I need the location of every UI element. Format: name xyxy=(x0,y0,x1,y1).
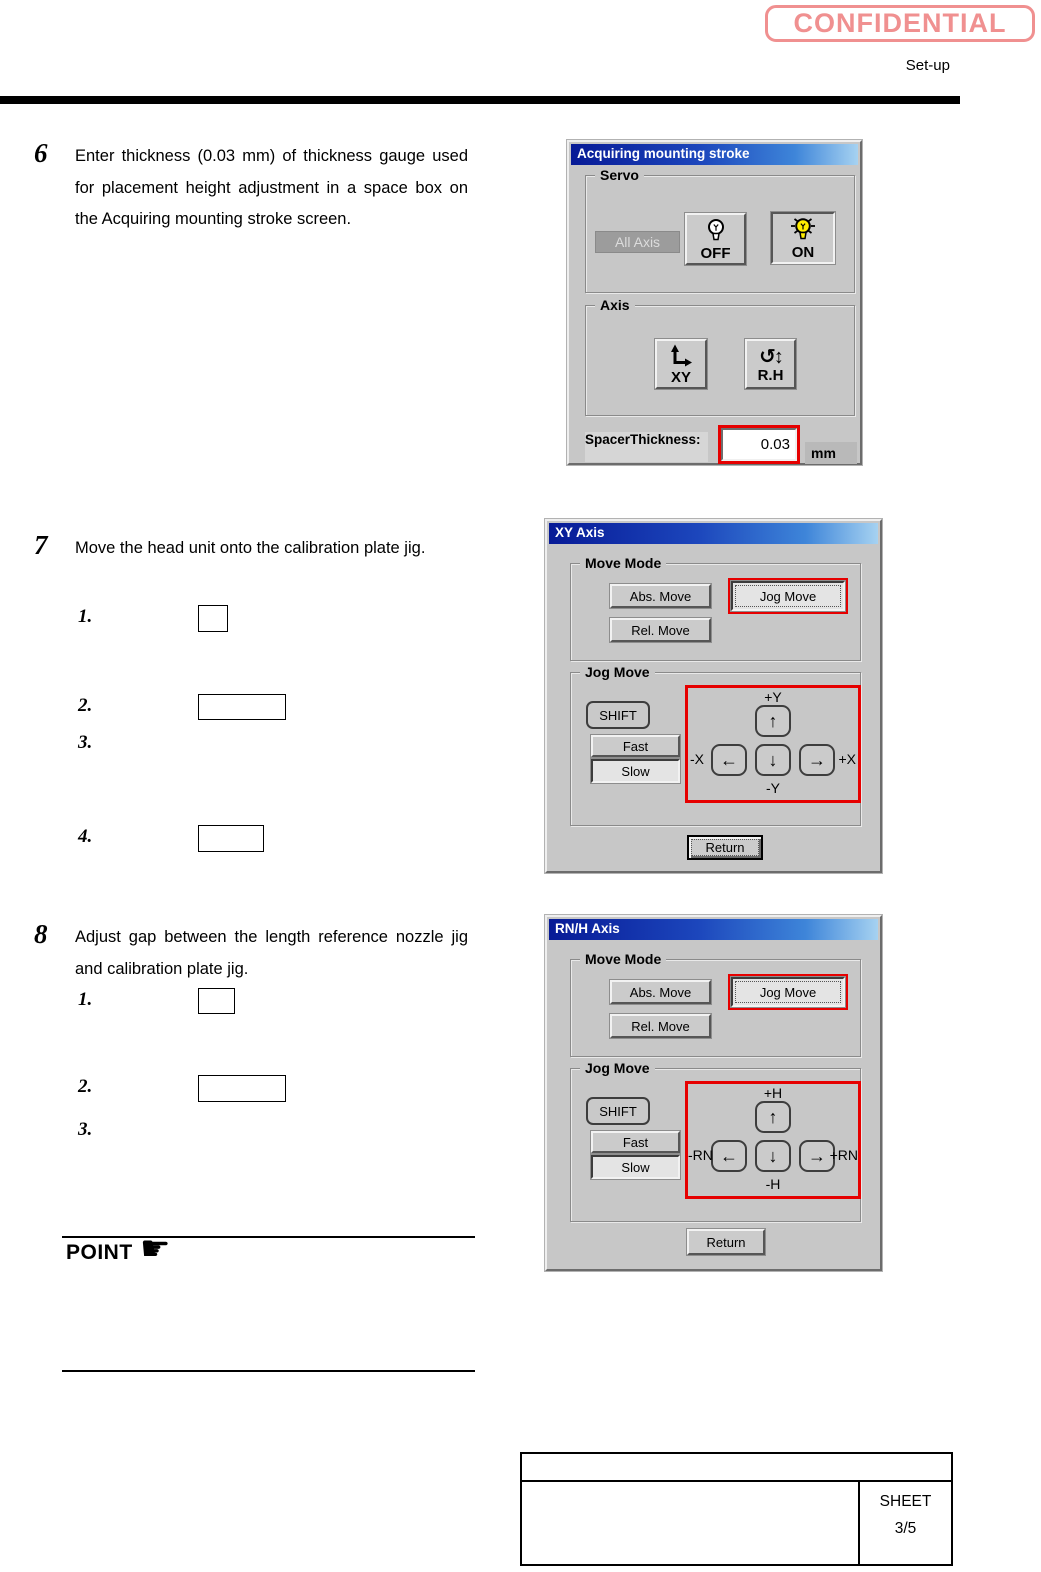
abs-move-button[interactable]: Abs. Move xyxy=(610,980,711,1004)
rh-axis-button-label: R.H xyxy=(757,366,784,384)
abs-move-button[interactable]: Abs. Move xyxy=(610,584,711,608)
point-label: POINT xyxy=(66,1241,133,1264)
minus-h-label: -H xyxy=(765,1176,781,1192)
jog-move-button[interactable]: Jog Move xyxy=(731,581,845,611)
slow-button[interactable]: Slow xyxy=(591,759,680,783)
servo-off-button[interactable] xyxy=(685,213,746,265)
spacer-thickness-label: SpacerThickness: xyxy=(585,432,701,447)
servo-on-label: ON xyxy=(791,243,815,261)
plus-rn-label: +RN xyxy=(829,1147,858,1163)
jog-right-button[interactable] xyxy=(799,744,835,776)
step7-sub4-number: 4. xyxy=(78,826,93,847)
step6-number: 6 xyxy=(34,138,48,168)
step8-sub2-number: 2. xyxy=(78,1076,93,1097)
unit-label: mm xyxy=(805,442,857,464)
spacer-thickness-highlight xyxy=(718,425,800,464)
header-rule xyxy=(0,96,960,104)
step7-sub3-number: 3. xyxy=(78,732,93,753)
minus-y-label: -Y xyxy=(766,780,780,796)
spacer-thickness-input[interactable]: 0.03 xyxy=(721,428,797,461)
arrow-up-icon: ↑ xyxy=(768,710,778,731)
dialog-title-bar: Acquiring mounting stroke xyxy=(571,144,858,165)
step8-number: 8 xyxy=(34,919,48,949)
return-button[interactable]: Return xyxy=(687,1229,765,1255)
sheet-value: 3/5 xyxy=(894,1520,917,1537)
step7-sub4-blank-box xyxy=(198,825,264,852)
footer-cell-sheet xyxy=(858,1482,951,1566)
arrow-down-icon: ↓ xyxy=(768,749,778,770)
bulb-off-icon xyxy=(702,218,730,246)
xy-axes-icon xyxy=(667,344,695,370)
move-mode-group xyxy=(570,555,861,661)
rotate-updown-icon: ↺↕ xyxy=(759,345,782,368)
step7-sub1-blank-box xyxy=(198,605,228,632)
step7-sub1-number: 1. xyxy=(78,606,93,627)
jog-move-group-label: Jog Move xyxy=(580,664,655,680)
arrow-down-icon: ↓ xyxy=(768,1145,778,1166)
jog-up-button[interactable] xyxy=(755,1101,791,1133)
xy-axis-dialog xyxy=(545,519,882,873)
step7-text: Move the head unit onto the calibration plate jig. xyxy=(75,539,426,557)
point-rule-bottom xyxy=(62,1370,475,1372)
servo-on-button[interactable] xyxy=(771,212,835,264)
sheet-label: SHEET xyxy=(879,1493,932,1510)
step8-sub1-number: 1. xyxy=(78,989,93,1010)
footer-row-top xyxy=(522,1454,951,1482)
step8-sub1-blank-box xyxy=(198,988,235,1014)
bulb-on-icon xyxy=(788,217,818,245)
arrow-left-icon: ← xyxy=(720,1145,738,1166)
jog-move-group xyxy=(570,1060,861,1222)
axis-group xyxy=(585,297,855,416)
plus-x-label: +X xyxy=(838,751,856,767)
move-mode-group-label: Move Mode xyxy=(580,555,666,571)
servo-off-label: OFF xyxy=(700,244,731,262)
jog-up-button[interactable] xyxy=(755,705,791,737)
dialog-title-bar: RN/H Axis xyxy=(549,919,878,940)
move-mode-group xyxy=(570,951,861,1057)
slow-button[interactable]: Slow xyxy=(591,1155,680,1179)
servo-group-label: Servo xyxy=(595,167,644,183)
spacer-thickness-panel xyxy=(585,432,708,462)
fast-button[interactable]: Fast xyxy=(591,735,680,757)
fast-button[interactable]: Fast xyxy=(591,1131,680,1153)
step8-sub2-blank-box xyxy=(198,1075,286,1102)
point-rule-top xyxy=(62,1236,475,1238)
xy-axis-button[interactable] xyxy=(655,339,707,389)
jog-move-highlight xyxy=(728,974,848,1010)
arrow-left-icon: ← xyxy=(720,749,738,770)
move-mode-group-label: Move Mode xyxy=(580,951,666,967)
step6-text: Enter thickness (0.03 mm) of thickness gauge used for placement height adjustment in a space box on the Acquiring mounting stroke screen. xyxy=(75,147,468,228)
jog-down-button[interactable] xyxy=(755,1140,791,1172)
jog-left-button[interactable] xyxy=(711,1140,747,1172)
jog-left-button[interactable] xyxy=(711,744,747,776)
rh-axis-button[interactable] xyxy=(745,339,796,389)
rel-move-button[interactable]: Rel. Move xyxy=(610,1014,711,1038)
arrow-up-icon: ↑ xyxy=(768,1106,778,1127)
all-axis-label: All Axis xyxy=(595,231,680,253)
plus-y-label: +Y xyxy=(764,689,782,705)
minus-x-label: -X xyxy=(690,751,704,767)
rel-move-button[interactable]: Rel. Move xyxy=(610,618,711,642)
pointing-hand-icon: ☛ xyxy=(140,1230,171,1268)
servo-group xyxy=(585,167,855,293)
jog-move-button[interactable]: Jog Move xyxy=(731,977,845,1007)
return-button[interactable]: Return xyxy=(687,835,763,860)
step7-sub2-number: 2. xyxy=(78,695,93,716)
axis-group-label: Axis xyxy=(595,297,635,313)
section-label: Set-up xyxy=(905,57,950,74)
shift-button[interactable]: SHIFT xyxy=(586,1097,650,1125)
arrow-right-icon: → xyxy=(808,749,826,770)
jog-pad-highlight xyxy=(685,685,861,803)
step8-sub3-number: 3. xyxy=(78,1119,93,1140)
confidential-stamp: CONFIDENTIAL xyxy=(765,5,1035,42)
jog-move-group xyxy=(570,664,861,826)
acquiring-mounting-stroke-dialog xyxy=(567,140,862,465)
jog-down-button[interactable] xyxy=(755,744,791,776)
plus-h-label: +H xyxy=(763,1085,783,1101)
shift-button[interactable]: SHIFT xyxy=(586,701,650,729)
step7-sub2-blank-box xyxy=(198,694,286,720)
footer-cell-left xyxy=(522,1482,858,1566)
minus-rn-label: -RN xyxy=(688,1147,713,1163)
step7-number: 7 xyxy=(34,530,48,560)
jog-move-highlight xyxy=(728,578,848,614)
step8-text: Adjust gap between the length reference nozzle jig and calibration plate jig. xyxy=(75,928,468,978)
rnh-axis-dialog xyxy=(545,915,882,1271)
jog-pad-highlight xyxy=(685,1081,861,1199)
dialog-title-bar: XY Axis xyxy=(549,523,878,544)
footer-table xyxy=(520,1452,953,1566)
arrow-right-icon: → xyxy=(808,1145,826,1166)
jog-move-group-label: Jog Move xyxy=(580,1060,655,1076)
xy-axis-button-label: XY xyxy=(670,368,691,386)
